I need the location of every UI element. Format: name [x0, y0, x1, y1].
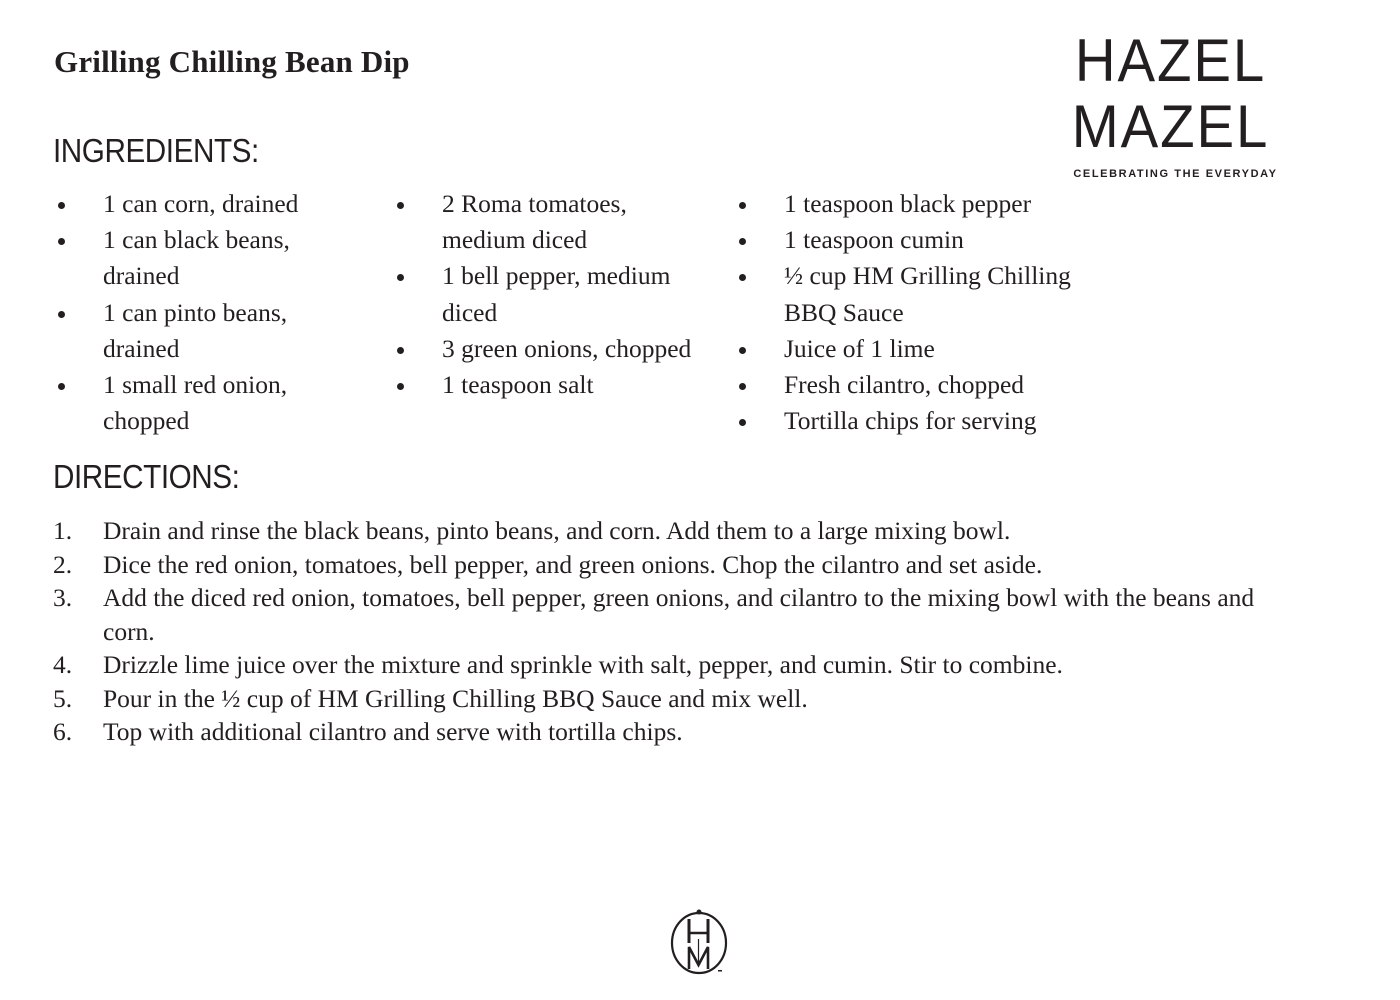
bullet-icon [397, 347, 404, 354]
step-text: Drizzle lime juice over the mixture and sprinkle with salt, pepper, and cumin. Stir to combine. [103, 650, 1063, 679]
ingredient-item [739, 367, 1079, 403]
ingredient-text: 1 teaspoon cumin [784, 225, 964, 255]
brand-name: HAZEL MAZEL [1071, 27, 1270, 160]
ingredient-text: Tortilla chips for serving [784, 406, 1037, 436]
ingredient-item [739, 331, 1079, 367]
ingredient-item [58, 367, 333, 439]
ingredient-item [397, 186, 702, 258]
ingredient-item [397, 367, 702, 403]
step-text: Pour in the ½ cup of HM Grilling Chilling BBQ Sauce and mix well. [103, 683, 808, 713]
direction-step [53, 648, 1303, 682]
ingredient-text: 1 can corn, drained [103, 189, 299, 218]
brand-tagline: CELEBRATING THE EVERYDAY [1073, 168, 1278, 180]
bullet-icon [739, 238, 746, 245]
hm-emblem-icon [668, 903, 732, 975]
bullet-icon [739, 347, 746, 354]
bullet-icon [739, 202, 746, 209]
step-text: Top with additional cilantro and serve with tortilla chips. [103, 717, 683, 746]
ingredient-text: ½ cup HM Grilling Chilling BBQ Sauce [784, 261, 1071, 327]
direction-step [53, 682, 1303, 716]
ingredient-text: 1 small red onion, chopped [103, 370, 288, 436]
ingredients-column-1 [58, 186, 333, 439]
step-number: 6. [53, 717, 73, 746]
bullet-icon [739, 419, 746, 426]
direction-step [53, 581, 1303, 648]
ingredient-text: 2 Roma tomatoes, medium diced [442, 189, 627, 255]
ingredient-text: Fresh cilantro, chopped [784, 370, 1025, 400]
ingredient-item [58, 186, 333, 222]
brand-logo [968, 28, 1373, 180]
step-number: 5. [53, 683, 73, 713]
step-number: 2. [53, 549, 73, 579]
bullet-icon [58, 383, 65, 390]
step-text: Add the diced red onion, tomatoes, bell pepper, green onions, and cilantro to the mixing bowl with the beans and corn. [103, 583, 1255, 646]
ingredients-heading: INGREDIENTS: [53, 132, 259, 169]
bullet-icon [58, 311, 65, 318]
bullet-icon [397, 383, 404, 390]
ingredient-item [739, 258, 1079, 330]
bullet-icon [739, 383, 746, 390]
step-number: 1. [53, 516, 73, 545]
direction-step [53, 548, 1303, 582]
ingredient-text: 1 can black beans, drained [103, 225, 290, 291]
recipe-title: Grilling Chilling Bean Dip [54, 44, 410, 79]
step-number: 4. [53, 650, 73, 679]
ingredient-item [739, 186, 1079, 222]
ingredients-column-2 [397, 186, 702, 403]
ingredient-item [58, 222, 333, 294]
step-number: 3. [53, 583, 73, 612]
ingredient-item [397, 258, 702, 330]
ingredient-text: 1 bell pepper, medium diced [442, 261, 671, 327]
ingredient-item [739, 403, 1079, 439]
step-text: Dice the red onion, tomatoes, bell pepper, and green onions. Chop the cilantro and set aside. [103, 549, 1043, 579]
directions-list [53, 514, 1303, 749]
ingredient-item [739, 222, 1079, 258]
ingredient-text: 1 can pinto beans, drained [103, 297, 288, 363]
directions-heading: DIRECTIONS: [53, 458, 240, 495]
ingredient-item [58, 295, 333, 367]
ingredients-column-3 [739, 186, 1079, 439]
bullet-icon [739, 274, 746, 281]
step-text: Drain and rinse the black beans, pinto beans, and corn. Add them to a large mixing bowl. [103, 516, 1011, 545]
bullet-icon [397, 274, 404, 281]
bullet-icon [58, 202, 65, 209]
ingredient-text: 1 teaspoon black pepper [784, 189, 1032, 218]
direction-step [53, 715, 1303, 749]
ingredient-text: 3 green onions, chopped [442, 333, 692, 363]
bullet-icon [397, 202, 404, 209]
direction-step [53, 514, 1303, 548]
bullet-icon [58, 238, 65, 245]
ingredient-text: 1 teaspoon salt [442, 370, 594, 400]
ingredient-item [397, 331, 702, 367]
ingredient-text: Juice of 1 lime [784, 333, 935, 363]
